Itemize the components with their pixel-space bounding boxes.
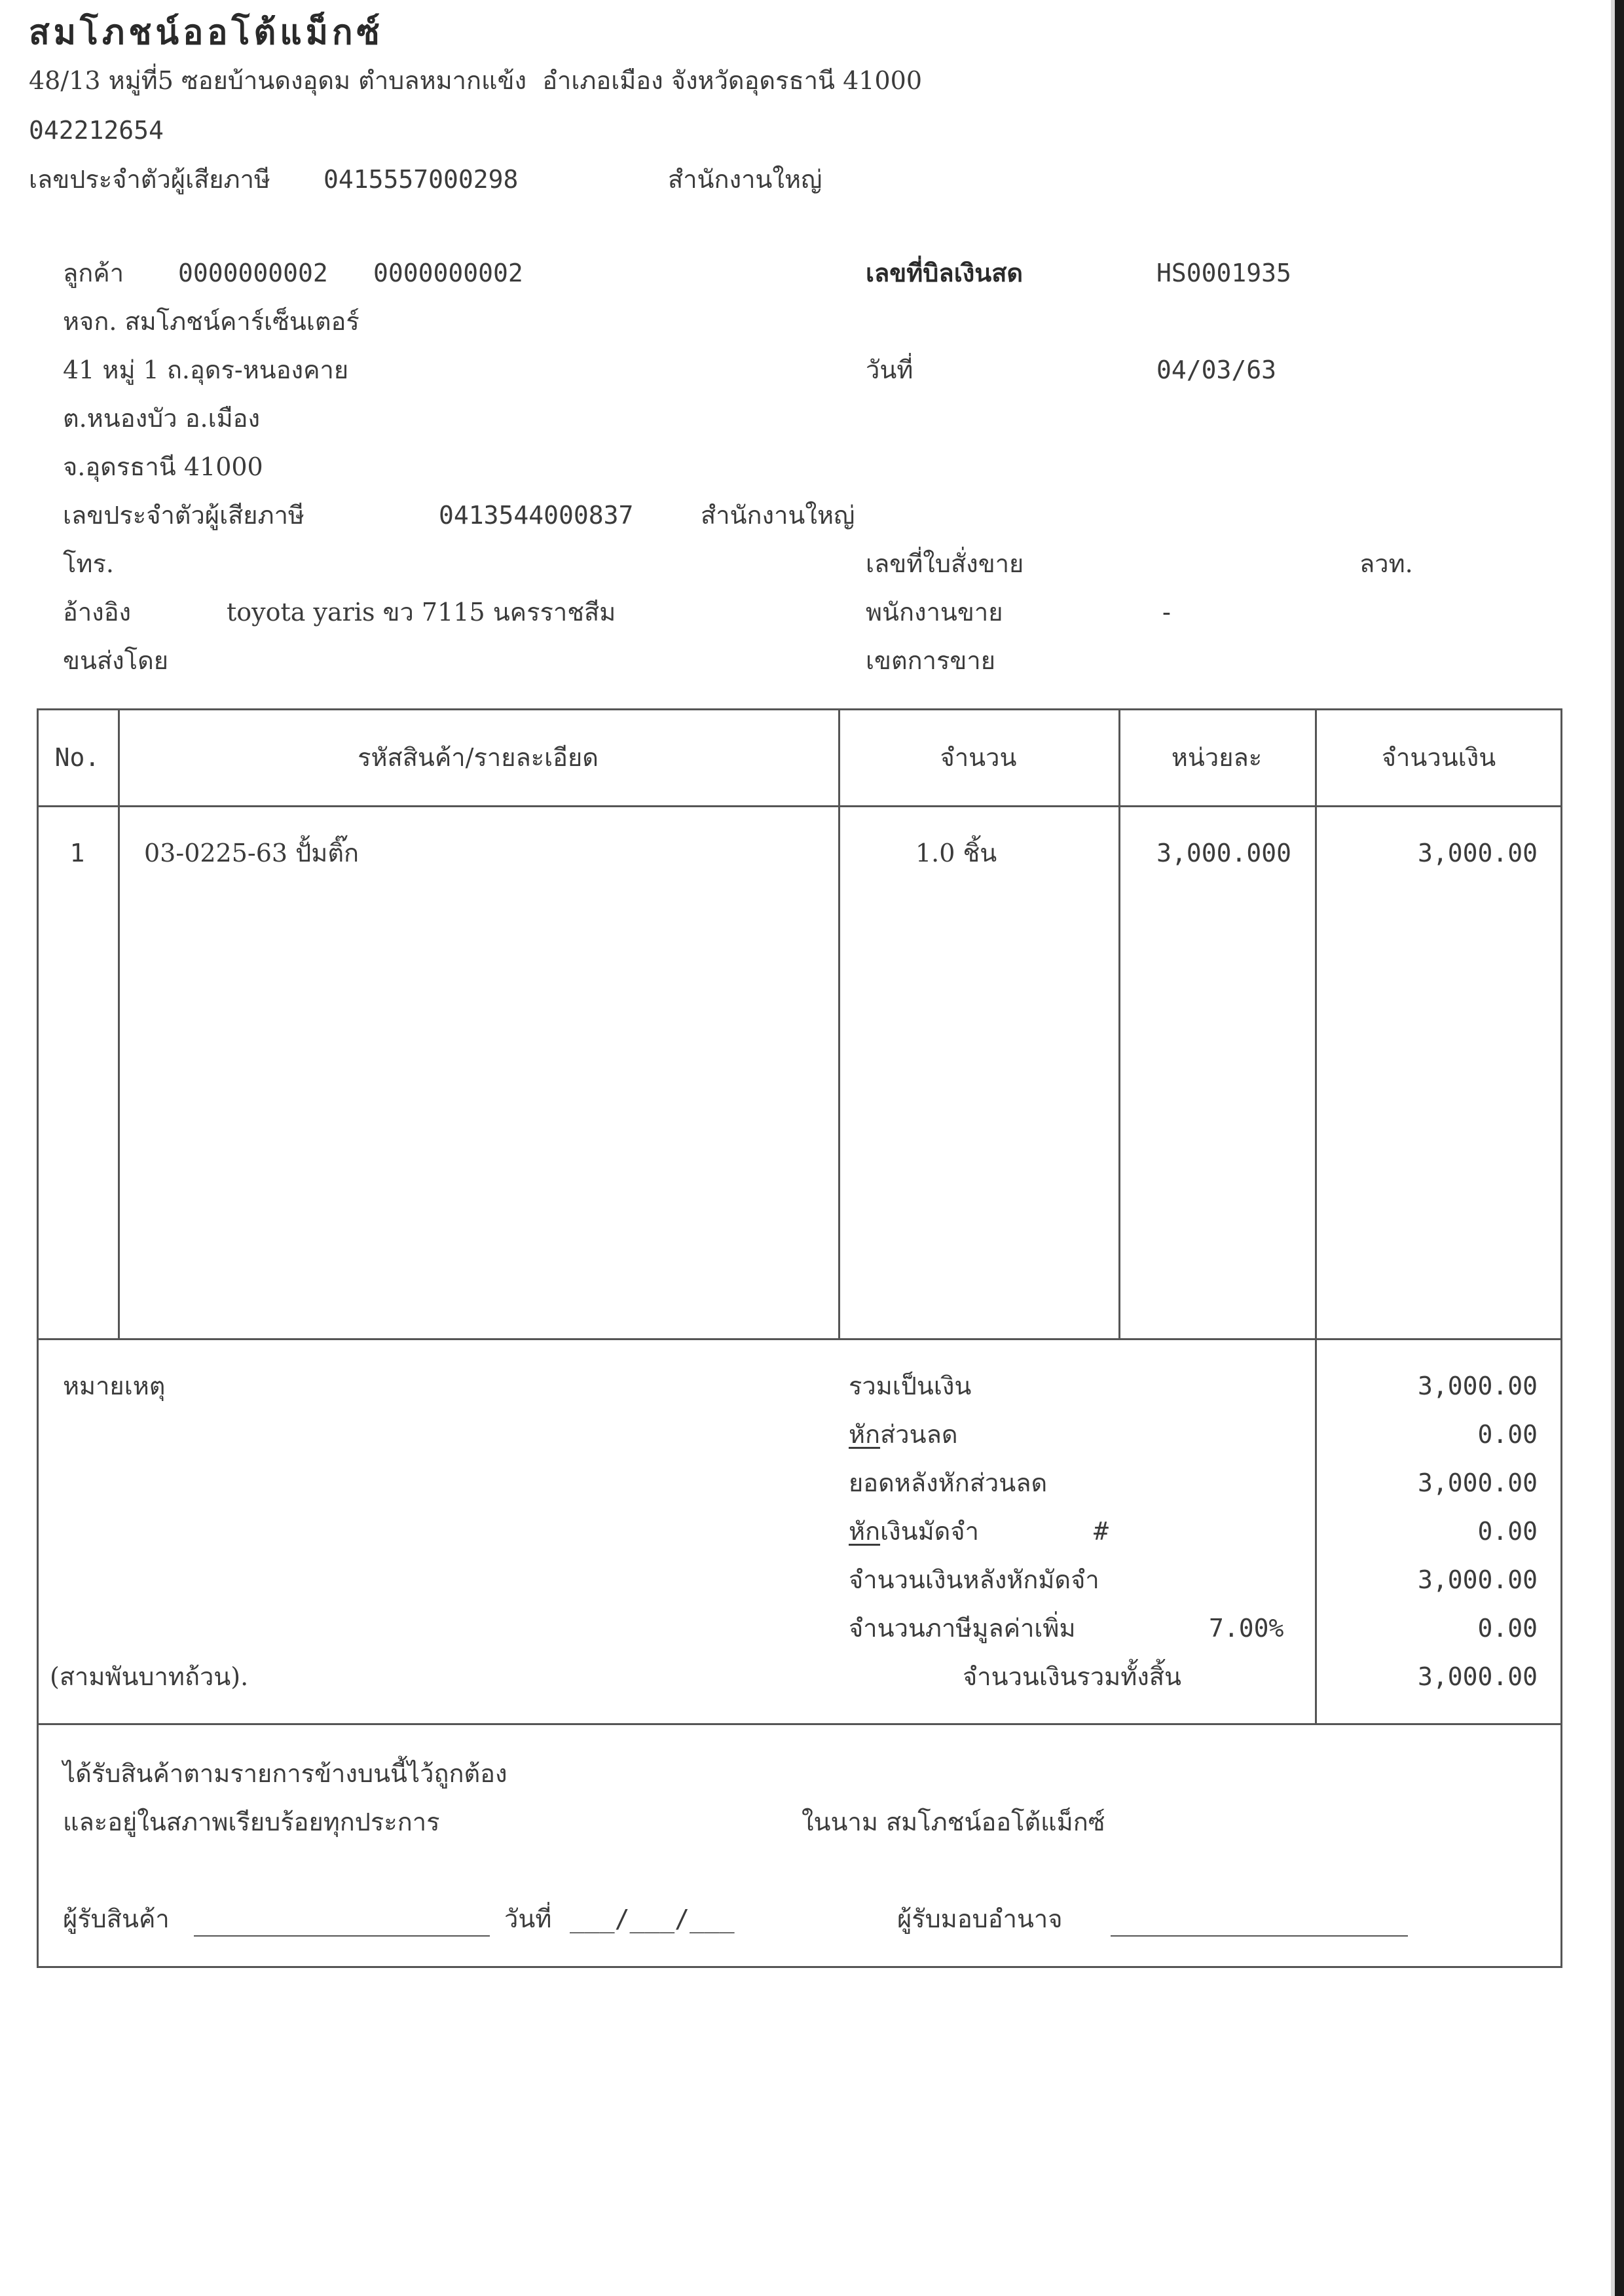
after-deposit-label: จำนวนเงินหลังหักมัดจำ: [849, 1565, 1099, 1594]
scan-edge: [1615, 0, 1624, 2296]
bill-order-label: เลขที่ใบสั่งขาย: [866, 549, 1024, 578]
subtotal-value: 3,000.00: [1417, 1372, 1538, 1400]
header-item: รหัสสินค้า/รายละเอียด: [358, 743, 599, 772]
customer-code-2: 0000000002: [373, 259, 523, 287]
seller-address: 48/13 หมู่ที่5 ซอยบ้านดงอุดม ตำบลหมากแข้ง อำเภอเมือง จังหวัดอุดรธานี 41000: [29, 66, 922, 95]
customer-label: ลูกค้า: [63, 259, 124, 287]
row-1-unit-price: 3,000.000: [1156, 839, 1291, 867]
amount-in-words: (สามพันบาทถ้วน).: [50, 1662, 249, 1691]
after-deposit-value: 3,000.00: [1417, 1565, 1538, 1594]
deposit-value: 0.00: [1477, 1517, 1538, 1546]
bill-salesperson-label: พนักงานขาย: [866, 598, 1003, 627]
after-discount-value: 3,000.00: [1417, 1468, 1538, 1497]
total-value: 3,000.00: [1417, 1662, 1538, 1691]
discount-prefix: หัก: [849, 1420, 881, 1449]
customer-tax-id-label: เลขประจำตัวผู้เสียภาษี: [63, 501, 304, 530]
customer-code-1: 0000000002: [178, 259, 328, 287]
seller-tax-id: 0415557000298: [323, 165, 519, 194]
row-1-qty: 1.0 ชิ้น: [915, 839, 997, 867]
bill-area-label: เขตการขาย: [866, 646, 995, 675]
authorized-signature-line: [1111, 1935, 1408, 1937]
header-unit-price: หน่วยละ: [1171, 743, 1263, 772]
header-qty: จำนวน: [940, 743, 1017, 772]
seller-name: สมโภชน์ออโต้แม็กซ์: [29, 12, 384, 52]
subtotal-label: รวมเป็นเงิน: [849, 1372, 972, 1400]
deposit-prefix: หัก: [849, 1517, 881, 1546]
customer-phone-label: โทร.: [63, 549, 114, 578]
total-label: จำนวนเงินรวมทั้งสิ้น: [963, 1662, 1181, 1691]
col-divider-3: [1118, 708, 1120, 1339]
deposit-hash: #: [1094, 1517, 1109, 1546]
items-summary-divider: [37, 1338, 1562, 1340]
customer-branch: สำนักงานใหญ่: [701, 501, 855, 530]
customer-reference-label: อ้างอิง: [63, 598, 132, 627]
vat-label: จำนวนภาษีมูลค่าเพิ่ม: [849, 1614, 1076, 1643]
authorized-label: ผู้รับมอบอำนาจ: [897, 1904, 1063, 1933]
row-1-amount: 3,000.00: [1417, 839, 1538, 867]
receiver-signature-line: [194, 1935, 490, 1937]
vat-value: 0.00: [1477, 1614, 1538, 1643]
customer-address-1: 41 หมู่ 1 ถ.อุดร-หนองคาย: [63, 355, 349, 384]
header-amount: จำนวนเงิน: [1381, 743, 1496, 772]
bill-number-label: เลขที่บิลเงินสด: [866, 258, 1024, 287]
deposit-label: เงินมัดจำ: [880, 1517, 979, 1546]
remark-label: หมายเหตุ: [63, 1372, 166, 1400]
customer-address-3: จ.อุดรธานี 41000: [63, 452, 263, 481]
customer-shipping-label: ขนส่งโดย: [63, 646, 169, 675]
discount-label: ส่วนลด: [880, 1420, 958, 1449]
bill-salesperson: -: [1159, 598, 1174, 627]
customer-address-2: ต.หนองบัว อ.เมือง: [63, 404, 261, 433]
bill-date-label: วันที่: [866, 355, 913, 384]
after-discount-label: ยอดหลังหักส่วนลด: [849, 1468, 1048, 1497]
discount-value: 0.00: [1477, 1420, 1538, 1449]
row-1-item: 03-0225-63 ปั้มติ๊ก: [144, 839, 360, 867]
bill-number: HS0001935: [1156, 259, 1291, 287]
bill-order-suffix: ลวท.: [1359, 549, 1413, 578]
header-divider: [37, 805, 1562, 807]
seller-phone: 042212654: [29, 116, 164, 145]
customer-name: หจก. สมโภชน์คาร์เซ็นเตอร์: [63, 307, 360, 336]
customer-reference: toyota yaris ขว 7115 นครราชสีม: [227, 598, 616, 627]
receive-date-blank: ___/___/___: [570, 1904, 735, 1933]
col-divider-2: [838, 708, 840, 1339]
received-line-1: ได้รับสินค้าตามรายการข้างบนนี้ไว้ถูกต้อง: [63, 1759, 507, 1788]
col-divider-1: [118, 708, 120, 1339]
bill-date: 04/03/63: [1156, 355, 1277, 384]
on-behalf: ในนาม สมโภชน์ออโต้แม็กซ์: [802, 1808, 1105, 1836]
seller-branch: สำนักงานใหญ่: [668, 165, 822, 194]
receive-date-label: วันที่: [504, 1904, 552, 1933]
summary-footer-divider: [37, 1723, 1562, 1725]
deposit-label-row: [849, 1519, 979, 1544]
receiver-label: ผู้รับสินค้า: [63, 1904, 170, 1933]
customer-tax-id: 0413544000837: [439, 501, 634, 530]
seller-tax-id-label: เลขประจำตัวผู้เสียภาษี: [29, 165, 270, 194]
header-no: No.: [54, 743, 100, 772]
discount-label-row: [849, 1422, 958, 1447]
received-line-2: และอยู่ในสภาพเรียบร้อยทุกประการ: [63, 1808, 440, 1836]
vat-rate: 7.00%: [1209, 1614, 1284, 1643]
row-1-no: 1: [69, 839, 85, 867]
